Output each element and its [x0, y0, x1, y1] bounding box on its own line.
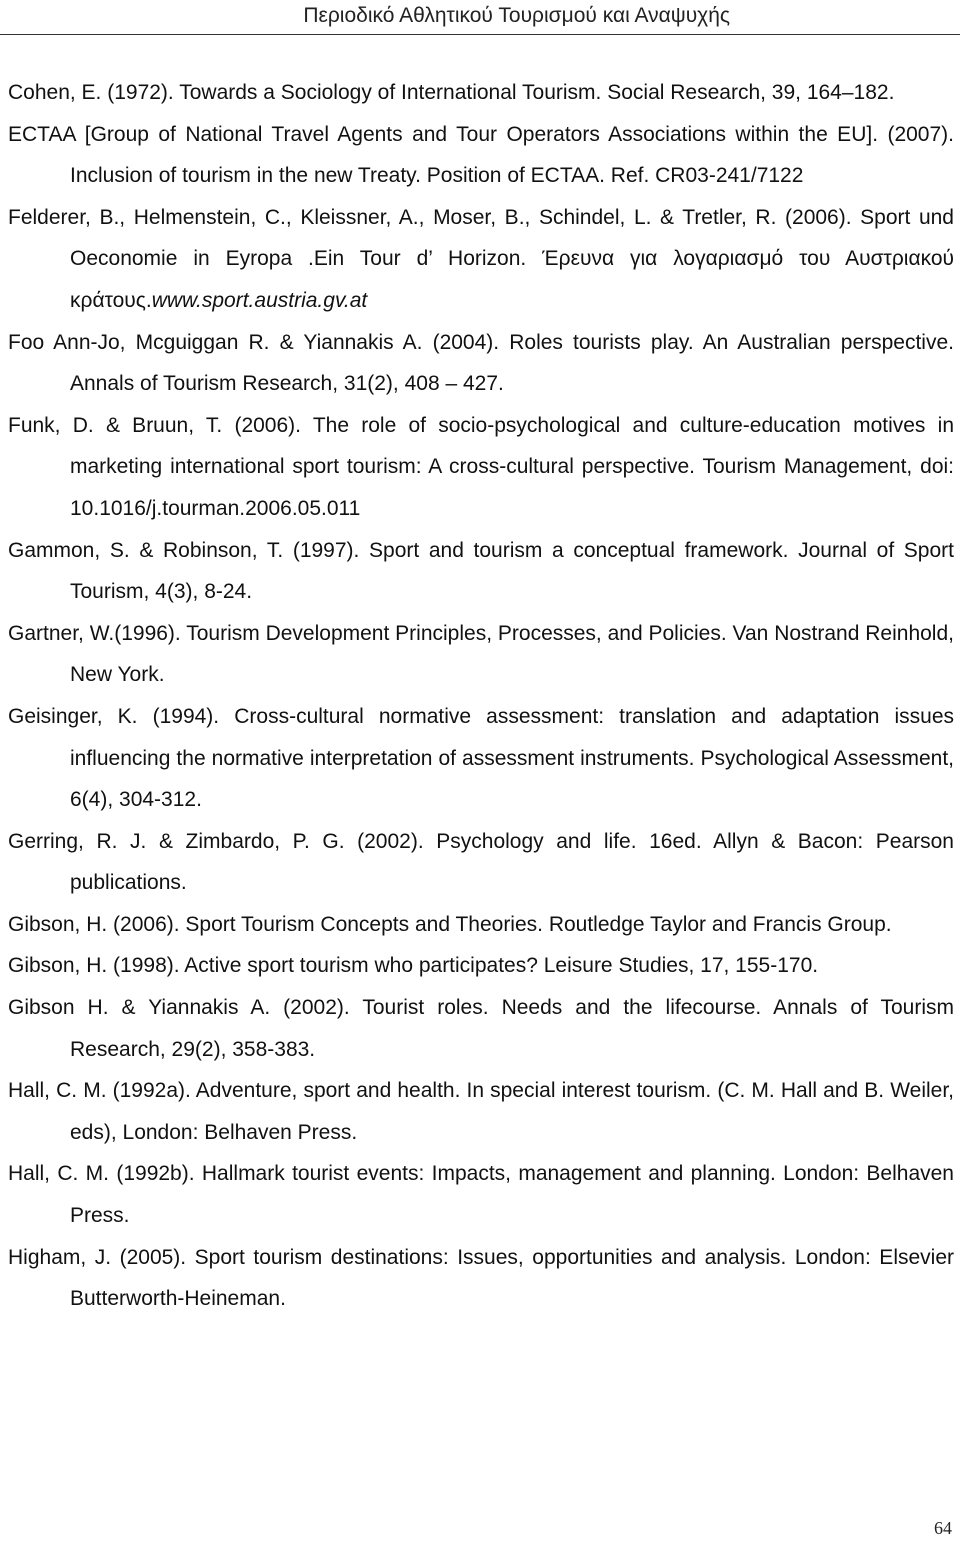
- reference-gibson-2006: [8, 904, 954, 946]
- running-header: Περιοδικό Αθλητικού Τουρισμού και Αναψυχής: [303, 4, 730, 27]
- reference-ectaa-2007: [8, 114, 954, 197]
- reference-list: [8, 72, 954, 1320]
- reference-text: Foo Ann-Jo, Mcguiggan R. & Yiannakis A. (2004). Roles tourists play. An Australian perspective. Annals of Tourism Research, 31(2), 408 – 427.: [8, 330, 954, 396]
- reference-text: Higham, J. (2005). Sport tourism destinations: Issues, opportunities and analysis. London: Elsevier Butterworth-Heineman.: [8, 1245, 954, 1311]
- reference-hall-1992b: [8, 1153, 954, 1236]
- reference-text: Gartner, W.(1996). Tourism Development Principles, Processes, and Policies. Van Nostrand Reinhold, New York.: [8, 621, 954, 687]
- reference-gibson-yiannakis-2002: [8, 987, 954, 1070]
- reference-text: ECTAA [Group of National Travel Agents and Tour Operators Associations within the EU]. (2007). Inclusion of tourism in the new Treaty. Position of ECTAA. Ref. CR03-241/7122: [8, 122, 954, 188]
- reference-gammon-1997: [8, 530, 954, 613]
- reference-text: Felderer, B., Helmenstein, C., Kleissner, A., Moser, B., Schindel, L. & Tretler, R. (2006). Sport und Oeconomie in Eyropa .Ein Tour d’ Horizon. Έρευνα για λογαριασμό του Αυστριακού κράτους.: [8, 205, 954, 312]
- reference-text: Cohen, E. (1972). Towards a Sociology of International Tourism. Social Research, 39, 164–182.: [8, 81, 895, 104]
- reference-text: Gibson, H. (2006). Sport Tourism Concepts and Theories. Routledge Taylor and Francis Group.: [8, 912, 892, 936]
- reference-funk-2006: [8, 405, 954, 530]
- reference-text: Gerring, R. J. & Zimbardo, P. G. (2002). Psychology and life. 16ed. Allyn & Bacon: Pearson publications.: [8, 829, 954, 895]
- reference-text: Geisinger, K. (1994). Cross-cultural normative assessment: translation and adaptation issues influencing the normative interpretation of assessment instruments. Psychological Assessment, 6(4), 304-312.: [8, 704, 954, 812]
- reference-foo-2004: [8, 322, 954, 405]
- reference-text: Gibson, H. (1998). Active sport tourism who participates? Leisure Studies, 17, 155-170.: [8, 954, 819, 978]
- reference-text: Hall, C. M. (1992a). Adventure, sport and health. In special interest tourism. (C. M. Hall and B. Weiler, eds), London: Belhaven Press.: [8, 1079, 954, 1144]
- reference-geisinger-1994: [8, 696, 954, 821]
- reference-felderer-2006: [8, 197, 954, 322]
- reference-cohen-1972: [8, 72, 954, 114]
- reference-gerring-2002: [8, 821, 954, 904]
- header-rule: [0, 34, 960, 35]
- reference-hall-1992a: [8, 1070, 954, 1153]
- reference-text: Gibson H. & Yiannakis A. (2002). Tourist roles. Needs and the lifecourse. Annals of Tourism Research, 29(2), 358-383.: [8, 996, 954, 1061]
- reference-text: Hall, C. M. (1992b). Hallmark tourist events: Impacts, management and planning. London: Belhaven Press.: [8, 1162, 954, 1228]
- reference-text: Gammon, S. & Robinson, T. (1997). Sport and tourism a conceptual framework. Journal of Sport Tourism, 4(3), 8-24.: [8, 538, 954, 604]
- reference-url: www.sport.austria.gv.at: [151, 288, 368, 312]
- page-number: 64: [934, 1518, 952, 1538]
- reference-gartner-1996: [8, 613, 954, 696]
- reference-higham-2005: [8, 1237, 954, 1320]
- reference-text: Funk, D. & Bruun, T. (2006). The role of socio-psychological and culture-education motives in marketing international sport tourism: A cross-cultural perspective. Tourism Management, doi: 10.1016/j.tourman.2006.05.011: [8, 413, 954, 520]
- reference-gibson-1998: [8, 945, 954, 987]
